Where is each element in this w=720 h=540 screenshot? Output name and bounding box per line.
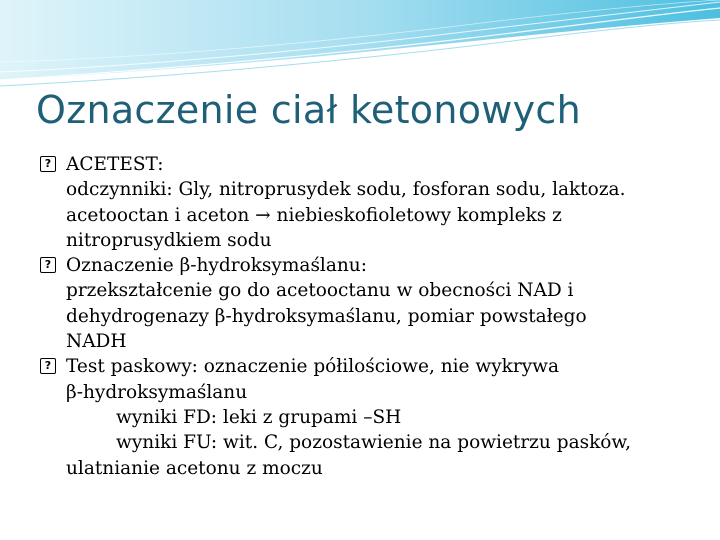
bullet-item-beta-hydroxybutyrate — [40, 253, 705, 354]
bullet-text-line: przekształcenie go do acetooctanu w obecności NAD i — [66, 280, 574, 302]
bullet-item-acetest — [40, 152, 705, 253]
bullet-text-line: odczynniki: Gly, nitroprusydek sodu, fosforan sodu, laktoza. — [66, 179, 626, 201]
bullet-text-line: wyniki FD: leki z grupami –SH — [116, 406, 402, 428]
bullet-text-line: ulatnianie acetonu z moczu — [66, 457, 323, 479]
bullet-text-line: wyniki FU: wit. C, pozostawienie na powietrzu pasków, — [116, 432, 631, 454]
bullet-heading: ACETEST: — [66, 154, 164, 175]
bullet-heading: Oznaczenie β-hydroksymaślanu: — [66, 255, 367, 277]
bullet-text-line: dehydrogenazy β-hydroksymaślanu, pomiar powstałego — [66, 305, 587, 327]
bullet-text-line: NADH — [66, 331, 127, 353]
bullet-icon: ? — [40, 358, 56, 374]
bullet-icon: ? — [40, 156, 56, 172]
bullet-list — [40, 152, 705, 481]
bullet-text-line: β-hydroksymaślanu — [66, 381, 248, 403]
bullet-heading: Test paskowy: oznaczenie półilościowe, nie wykrywa — [66, 356, 560, 378]
bullet-text-line: nitroprusydkiem sodu — [66, 229, 272, 251]
bullet-icon: ? — [40, 257, 56, 273]
bullet-item-test-strip — [40, 354, 705, 480]
header-decoration — [0, 0, 720, 90]
bullet-text-line: acetooctan i aceton → niebieskofioletowy kompleks z — [66, 204, 562, 226]
page-title: Oznaczenie ciał ketonowych — [36, 88, 582, 132]
